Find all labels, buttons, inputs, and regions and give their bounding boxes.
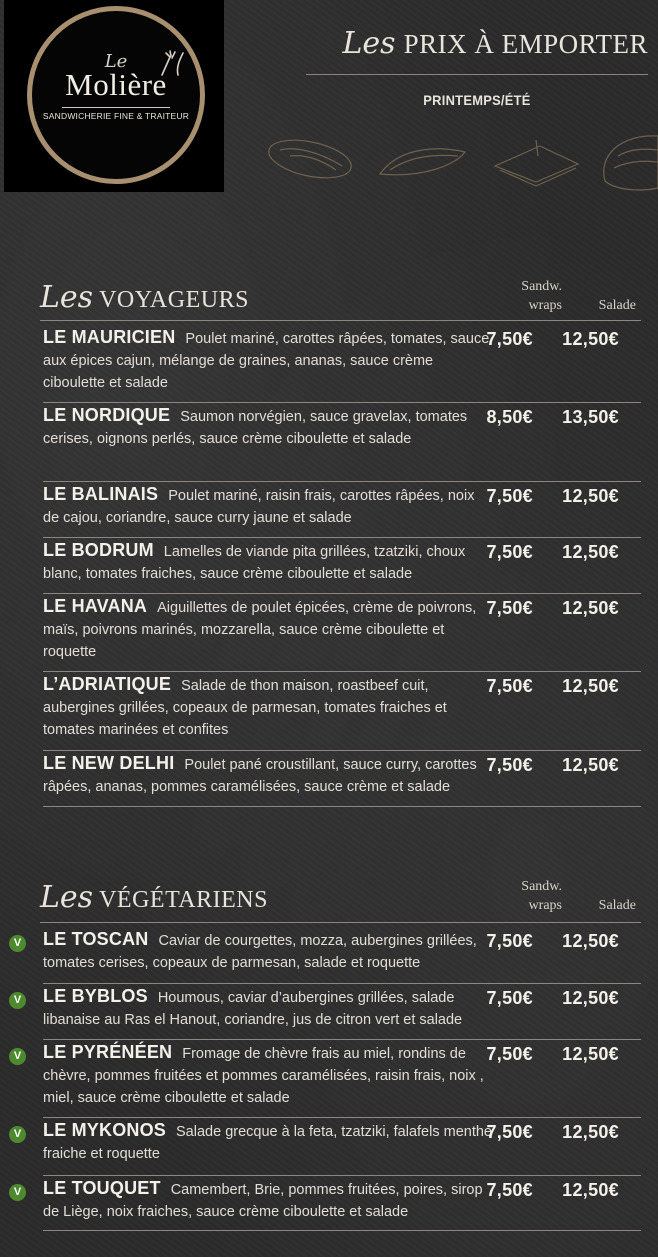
section-divider bbox=[40, 922, 641, 923]
item-divider bbox=[43, 1175, 641, 1176]
price-sandw: 7,50€ bbox=[486, 1122, 533, 1142]
menu-item-description: Camembert, Brie, pommes fruitées, poires, sirop de Liège, noix fraiches, sauce crème ciboulette et salade bbox=[43, 1182, 483, 1220]
price-salade: 12,50€ bbox=[562, 1044, 619, 1064]
season-label: PRINTEMPS/ÉTÉ bbox=[423, 92, 531, 108]
menu-item-text bbox=[43, 673, 493, 741]
menu-item-name: LE BYBLOS bbox=[43, 986, 148, 1006]
price-salade: 12,50€ bbox=[562, 988, 619, 1008]
price-sandw: 7,50€ bbox=[486, 486, 533, 506]
price-sandw: 8,50€ bbox=[486, 407, 533, 427]
price-salade: 12,50€ bbox=[562, 598, 619, 618]
menu-item-description: Fromage de chèvre frais au miel, rondins de chèvre, pommes fruitées et pommes caramélisées, raisin frais, noix , miel, sauce crème ciboulette et salade bbox=[43, 1046, 484, 1106]
item-divider bbox=[43, 1039, 641, 1040]
menu-item-description: Aiguillettes de poulet épicées, crème de poivrons, maïs, poivrons marinés, mozzarella, sauce crème ciboulette et roquette bbox=[43, 600, 477, 660]
column-header-sandw-line1: Sandw. bbox=[521, 279, 562, 294]
menu-item bbox=[43, 1041, 641, 1109]
menu-item-text bbox=[43, 326, 493, 394]
menu-item-text bbox=[43, 752, 493, 798]
menu-item-name: LE TOSCAN bbox=[43, 929, 149, 949]
menu-item bbox=[43, 673, 641, 741]
price-salade: 12,50€ bbox=[562, 1122, 619, 1142]
logo-divider bbox=[62, 107, 170, 108]
menu-item-text bbox=[43, 1041, 493, 1109]
page-title bbox=[343, 26, 649, 61]
menu-item-description: Lamelles de viande pita grillées, tzatziki, choux blanc, tomates fraiches, sauce crème ciboulette et salade bbox=[43, 544, 466, 582]
column-header-sandw-line2: wraps bbox=[528, 898, 562, 913]
menu-item-description: Poulet pané croustillant, sauce curry, carottes râpées, ananas, pommes caramélisées, sauce crème et salade bbox=[43, 757, 477, 795]
price-salade: 12,50€ bbox=[562, 676, 619, 696]
menu-item-description: Salade de thon maison, roastbeef cuit, aubergines grillées, copeaux de parmesan, tomates fraiches et tomates marinées et confites bbox=[43, 678, 447, 738]
menu-item-text bbox=[43, 1119, 493, 1165]
vegetarian-badge-icon: V bbox=[9, 1184, 26, 1201]
menu-item-text bbox=[43, 928, 493, 974]
column-header-salade: Salade bbox=[598, 298, 636, 313]
price-sandw: 7,50€ bbox=[486, 542, 533, 562]
menu-item-name: LE BALINAIS bbox=[43, 484, 159, 504]
price-sandw: 7,50€ bbox=[486, 931, 533, 951]
section-title-voyageurs bbox=[40, 280, 249, 315]
price-sandw: 7,50€ bbox=[486, 1180, 533, 1200]
price-sandw: 7,50€ bbox=[486, 598, 533, 618]
item-divider bbox=[43, 402, 641, 403]
vegetarian-badge-icon: V bbox=[9, 1048, 26, 1065]
menu-item bbox=[43, 928, 641, 974]
menu-item-name: L’ADRIATIQUE bbox=[43, 674, 172, 694]
item-divider bbox=[43, 593, 641, 594]
menu-item-name: LE MAURICIEN bbox=[43, 327, 176, 347]
menu-item-name: LE BODRUM bbox=[43, 540, 154, 560]
menu-item bbox=[43, 326, 641, 394]
item-divider bbox=[43, 750, 641, 751]
column-header-salade: Salade bbox=[598, 898, 636, 913]
price-salade: 12,50€ bbox=[562, 931, 619, 951]
menu-item-text bbox=[43, 985, 493, 1031]
section-title-caps: VOYAGEURS bbox=[99, 287, 249, 313]
section-divider bbox=[40, 320, 641, 321]
menu-item-description: Poulet mariné, raisin frais, carottes râpées, noix de cajou, coriandre, sauce curry jaune et salade bbox=[43, 488, 475, 526]
item-divider bbox=[43, 537, 641, 538]
bread-loaf-icon bbox=[604, 136, 658, 190]
price-sandw: 7,50€ bbox=[486, 329, 533, 349]
price-salade: 12,50€ bbox=[562, 542, 619, 562]
item-divider bbox=[43, 1117, 641, 1118]
vegetarian-badge-icon: V bbox=[9, 992, 26, 1009]
menu-item-text bbox=[43, 404, 493, 450]
price-sandw: 7,50€ bbox=[486, 755, 533, 775]
item-divider bbox=[43, 1230, 641, 1231]
menu-item-description: Saumon norvégien, sauce gravelax, tomates cerises, oignons perlés, sauce crème ciboulette et salade bbox=[43, 409, 468, 447]
section-title-vegetariens bbox=[40, 880, 268, 915]
price-sandw: 7,50€ bbox=[486, 988, 533, 1008]
item-divider bbox=[43, 983, 641, 984]
vegetarian-badge-icon: V bbox=[9, 935, 26, 952]
header-divider bbox=[306, 74, 648, 75]
menu-item-name: LE PYRÉNÉEN bbox=[43, 1042, 173, 1062]
menu-item-name: LE NORDIQUE bbox=[43, 405, 171, 425]
menu-item-description: Caviar de courgettes, mozza, aubergines grillées, tomates cerises, copeaux de parmesan, salade et roquette bbox=[43, 933, 477, 971]
section-title-script: Les bbox=[40, 880, 94, 915]
column-header-sandw-line1: Sandw. bbox=[521, 879, 562, 894]
menu-item bbox=[43, 1177, 641, 1223]
menu-item-name: LE MYKONOS bbox=[43, 1120, 167, 1140]
column-header-sandw bbox=[521, 877, 562, 915]
price-salade: 12,50€ bbox=[562, 486, 619, 506]
logo-name: Molière bbox=[65, 67, 167, 102]
sandwich-illustrations bbox=[260, 126, 658, 196]
item-divider bbox=[43, 671, 641, 672]
club-sandwich-icon bbox=[495, 140, 578, 186]
item-divider bbox=[43, 806, 641, 807]
menu-item-description: Houmous, caviar d’aubergines grillées, salade libanaise au Ras el Hanout, coriandre, jus de citron vert et salade bbox=[43, 990, 463, 1028]
price-salade: 12,50€ bbox=[562, 1180, 619, 1200]
vegetarian-badge-icon: V bbox=[9, 1126, 26, 1143]
menu-item-description: Salade grecque à la feta, tzatziki, falafels menthe fraiche et roquette bbox=[43, 1124, 492, 1162]
page-title-caps: PRIX À EMPORTER bbox=[403, 29, 648, 59]
menu-item-text bbox=[43, 483, 493, 529]
logo bbox=[4, 0, 224, 192]
price-sandw: 7,50€ bbox=[486, 1044, 533, 1064]
logo-ring bbox=[27, 6, 205, 184]
menu-item-name: LE HAVANA bbox=[43, 596, 148, 616]
page-title-script: Les bbox=[342, 26, 396, 61]
column-header-sandw bbox=[521, 277, 562, 315]
price-sandw: 7,50€ bbox=[486, 676, 533, 696]
menu-item bbox=[43, 483, 641, 529]
menu-item bbox=[43, 752, 641, 798]
menu-item bbox=[43, 1119, 641, 1165]
menu-item-name: LE NEW DELHI bbox=[43, 753, 175, 773]
baguette-icon bbox=[265, 134, 354, 185]
price-salade: 12,50€ bbox=[562, 329, 619, 349]
column-header-sandw-line2: wraps bbox=[528, 298, 562, 313]
menu-item-name: LE TOUQUET bbox=[43, 1178, 161, 1198]
price-salade: 12,50€ bbox=[562, 755, 619, 775]
item-divider bbox=[43, 481, 641, 482]
section-title-script: Les bbox=[40, 280, 94, 315]
menu-item bbox=[43, 985, 641, 1031]
menu-item-text bbox=[43, 1177, 493, 1223]
price-salade: 13,50€ bbox=[562, 407, 619, 427]
logo-le: Le bbox=[104, 51, 128, 72]
menu-item-text bbox=[43, 595, 493, 663]
menu-item bbox=[43, 595, 641, 663]
logo-tagline: SANDWICHERIE FINE & TRAITEUR bbox=[42, 111, 190, 121]
wrap-icon bbox=[380, 149, 465, 175]
menu-item-text bbox=[43, 539, 493, 585]
menu-item bbox=[43, 404, 641, 450]
menu-item-description: Poulet mariné, carottes râpées, tomates, sauce aux épices cajun, mélange de graines, ananas, sauce crème ciboulette et salade bbox=[43, 331, 490, 391]
menu-item bbox=[43, 539, 641, 585]
section-title-caps: VÉGÉTARIENS bbox=[99, 887, 268, 913]
